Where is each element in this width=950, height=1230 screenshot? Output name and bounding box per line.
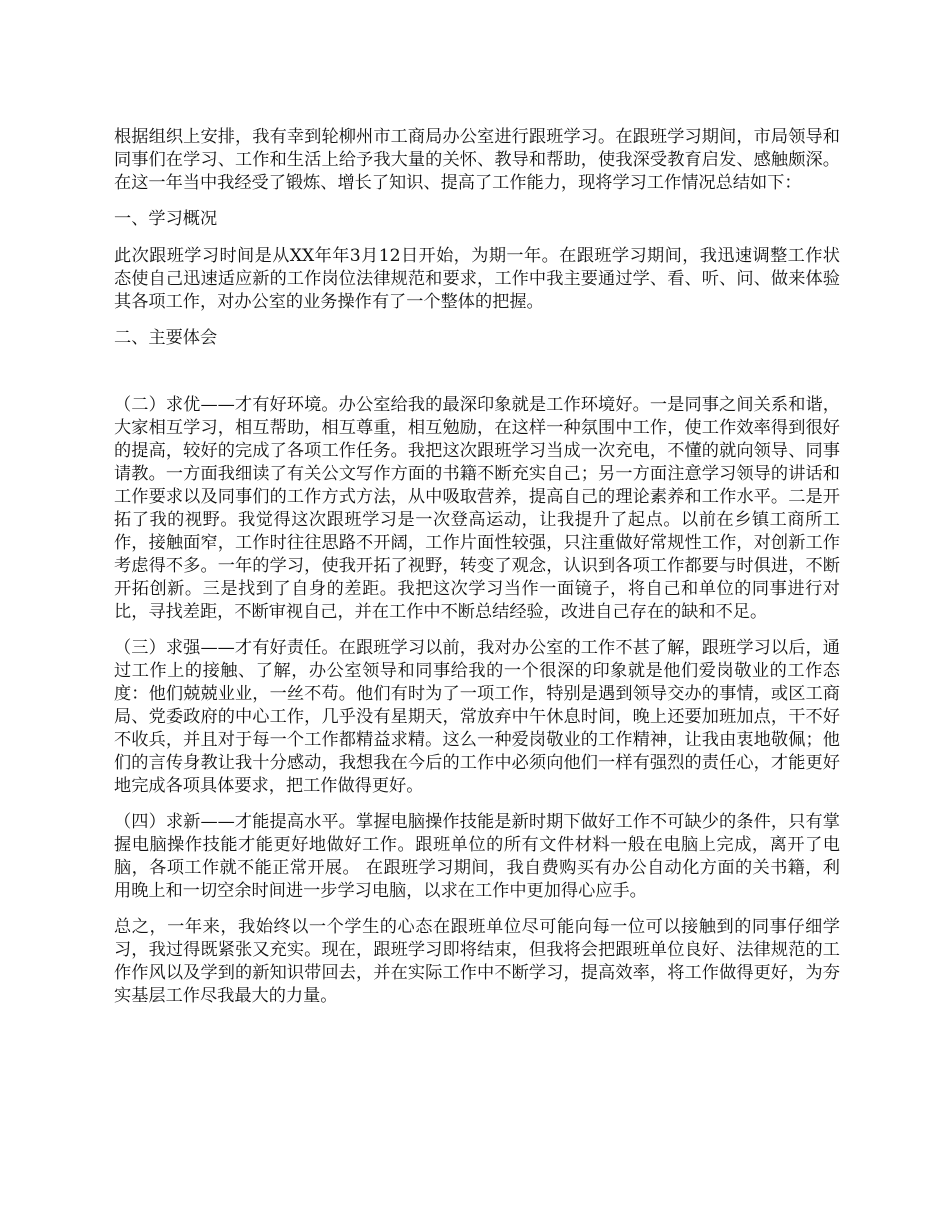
conclusion-paragraph: 总之，一年来，我始终以一个学生的心态在跟班单位尽可能向每一位可以接触到的同事仔细学习，我过得既紧张又充实。现在，跟班学习即将结束，但我将会把跟班单位良好、法律规范的工作作风以及学到的新知识带回去，并在实际工作中不断学习，提高效率，将工作做得更好，为夯实基层工作尽我最大的力量。 [114,917,840,1006]
study-overview-paragraph: 此次跟班学习时间是从XX年年3月12日开始，为期一年。在跟班学习期间，我迅速调整工作状态使自己迅速适应新的工作岗位法律规范和要求，工作中我主要通过学、看、听、问、做来体验其各项工作，对办公室的业务操作有了一个整体的把握。 [114,246,840,312]
intro-paragraph: 根据组织上安排，我有幸到轮柳州市工商局办公室进行跟班学习。在跟班学习期间，市局领导和同事们在学习、工作和生活上给予我大量的关怀、教导和帮助，使我深受教育启发、感触颇深。在这一年当中我经受了锻炼、增长了知识、提高了工作能力，现将学习工作情况总结如下： [114,127,840,193]
point-two-paragraph: （二）求优——才有好环境。办公室给我的最深印象就是工作环境好。一是同事之间关系和谐，大家相互学习，相互帮助，相互尊重，相互勉励，在这样一种氛围中工作，使工作效率得到很好的提高，较好的完成了各项工作任务。我把这次跟班学习当成一次充电，不懂的就向领导、同事请教。一方面我细读了有关公文写作方面的书籍不断充实自己；另一方面注意学习领导的讲话和工作要求以及同事们的工作方式方法，从中吸取营养，提高自己的理论素养和工作水平。二是开拓了我的视野。我觉得这次跟班学习是一次登高运动，让我提升了起点。以前在乡镇工商所工作，接触面窄，工作时往往思路不开阔，工作片面性较强，只注重做好常规性工作，对创新工作考虑得不多。一年的学习，使我开拓了视野，转变了观念，认识到各项工作都要与时俱进，不断开拓创新。三是找到了自身的差距。我把这次学习当作一面镜子，将自己和单位的同事进行对比，寻找差距，不断审视自己，并在工作中不断总结经验，改进自己存在的缺和不足。 [114,395,840,622]
section-heading-study-overview: 一、学习概况 [114,209,218,229]
point-four-paragraph: （四）求新——才能提高水平。掌握电脑操作技能是新时期下做好工作不可缺少的条件，只有掌握电脑操作技能才能更好地做好工作。跟班单位的所有文件材料一般在电脑上完成，离开了电脑，各项工作就不能正常开展。 在跟班学习期间，我自费购买有办公自动化方面的关书籍，利用晚上和一切空余时间进一步学习电脑，以求在工作中更加得心应手。 [114,812,840,901]
blank-gap [114,364,840,394]
document-body [114,126,840,1021]
point-three-paragraph: （三）求强——才有好责任。在跟班学习以前，我对办公室的工作不甚了解，跟班学习以后，通过工作上的接触、了解，办公室领导和同事给我的一个很深的印象就是他们爱岗敬业的工作态度：他们兢兢业业，一丝不苟。他们有时为了一项工作，特别是遇到领导交办的事情，或区工商局、党委政府的中心工作，几乎没有星期天，常放弃中午休息时间，晚上还要加班加点，干不好不收兵，并且对于每一个工作都精益求精。这么一种爱岗敬业的工作精神，让我由衷地敬佩；他们的言传身教让我十分感动，我想我在今后的工作中必须向他们一样有强烈的责任心，才能更好地完成各项具体要求，把工作做得更好。 [114,638,840,796]
section-heading-main-experience: 二、主要体会 [114,328,218,348]
